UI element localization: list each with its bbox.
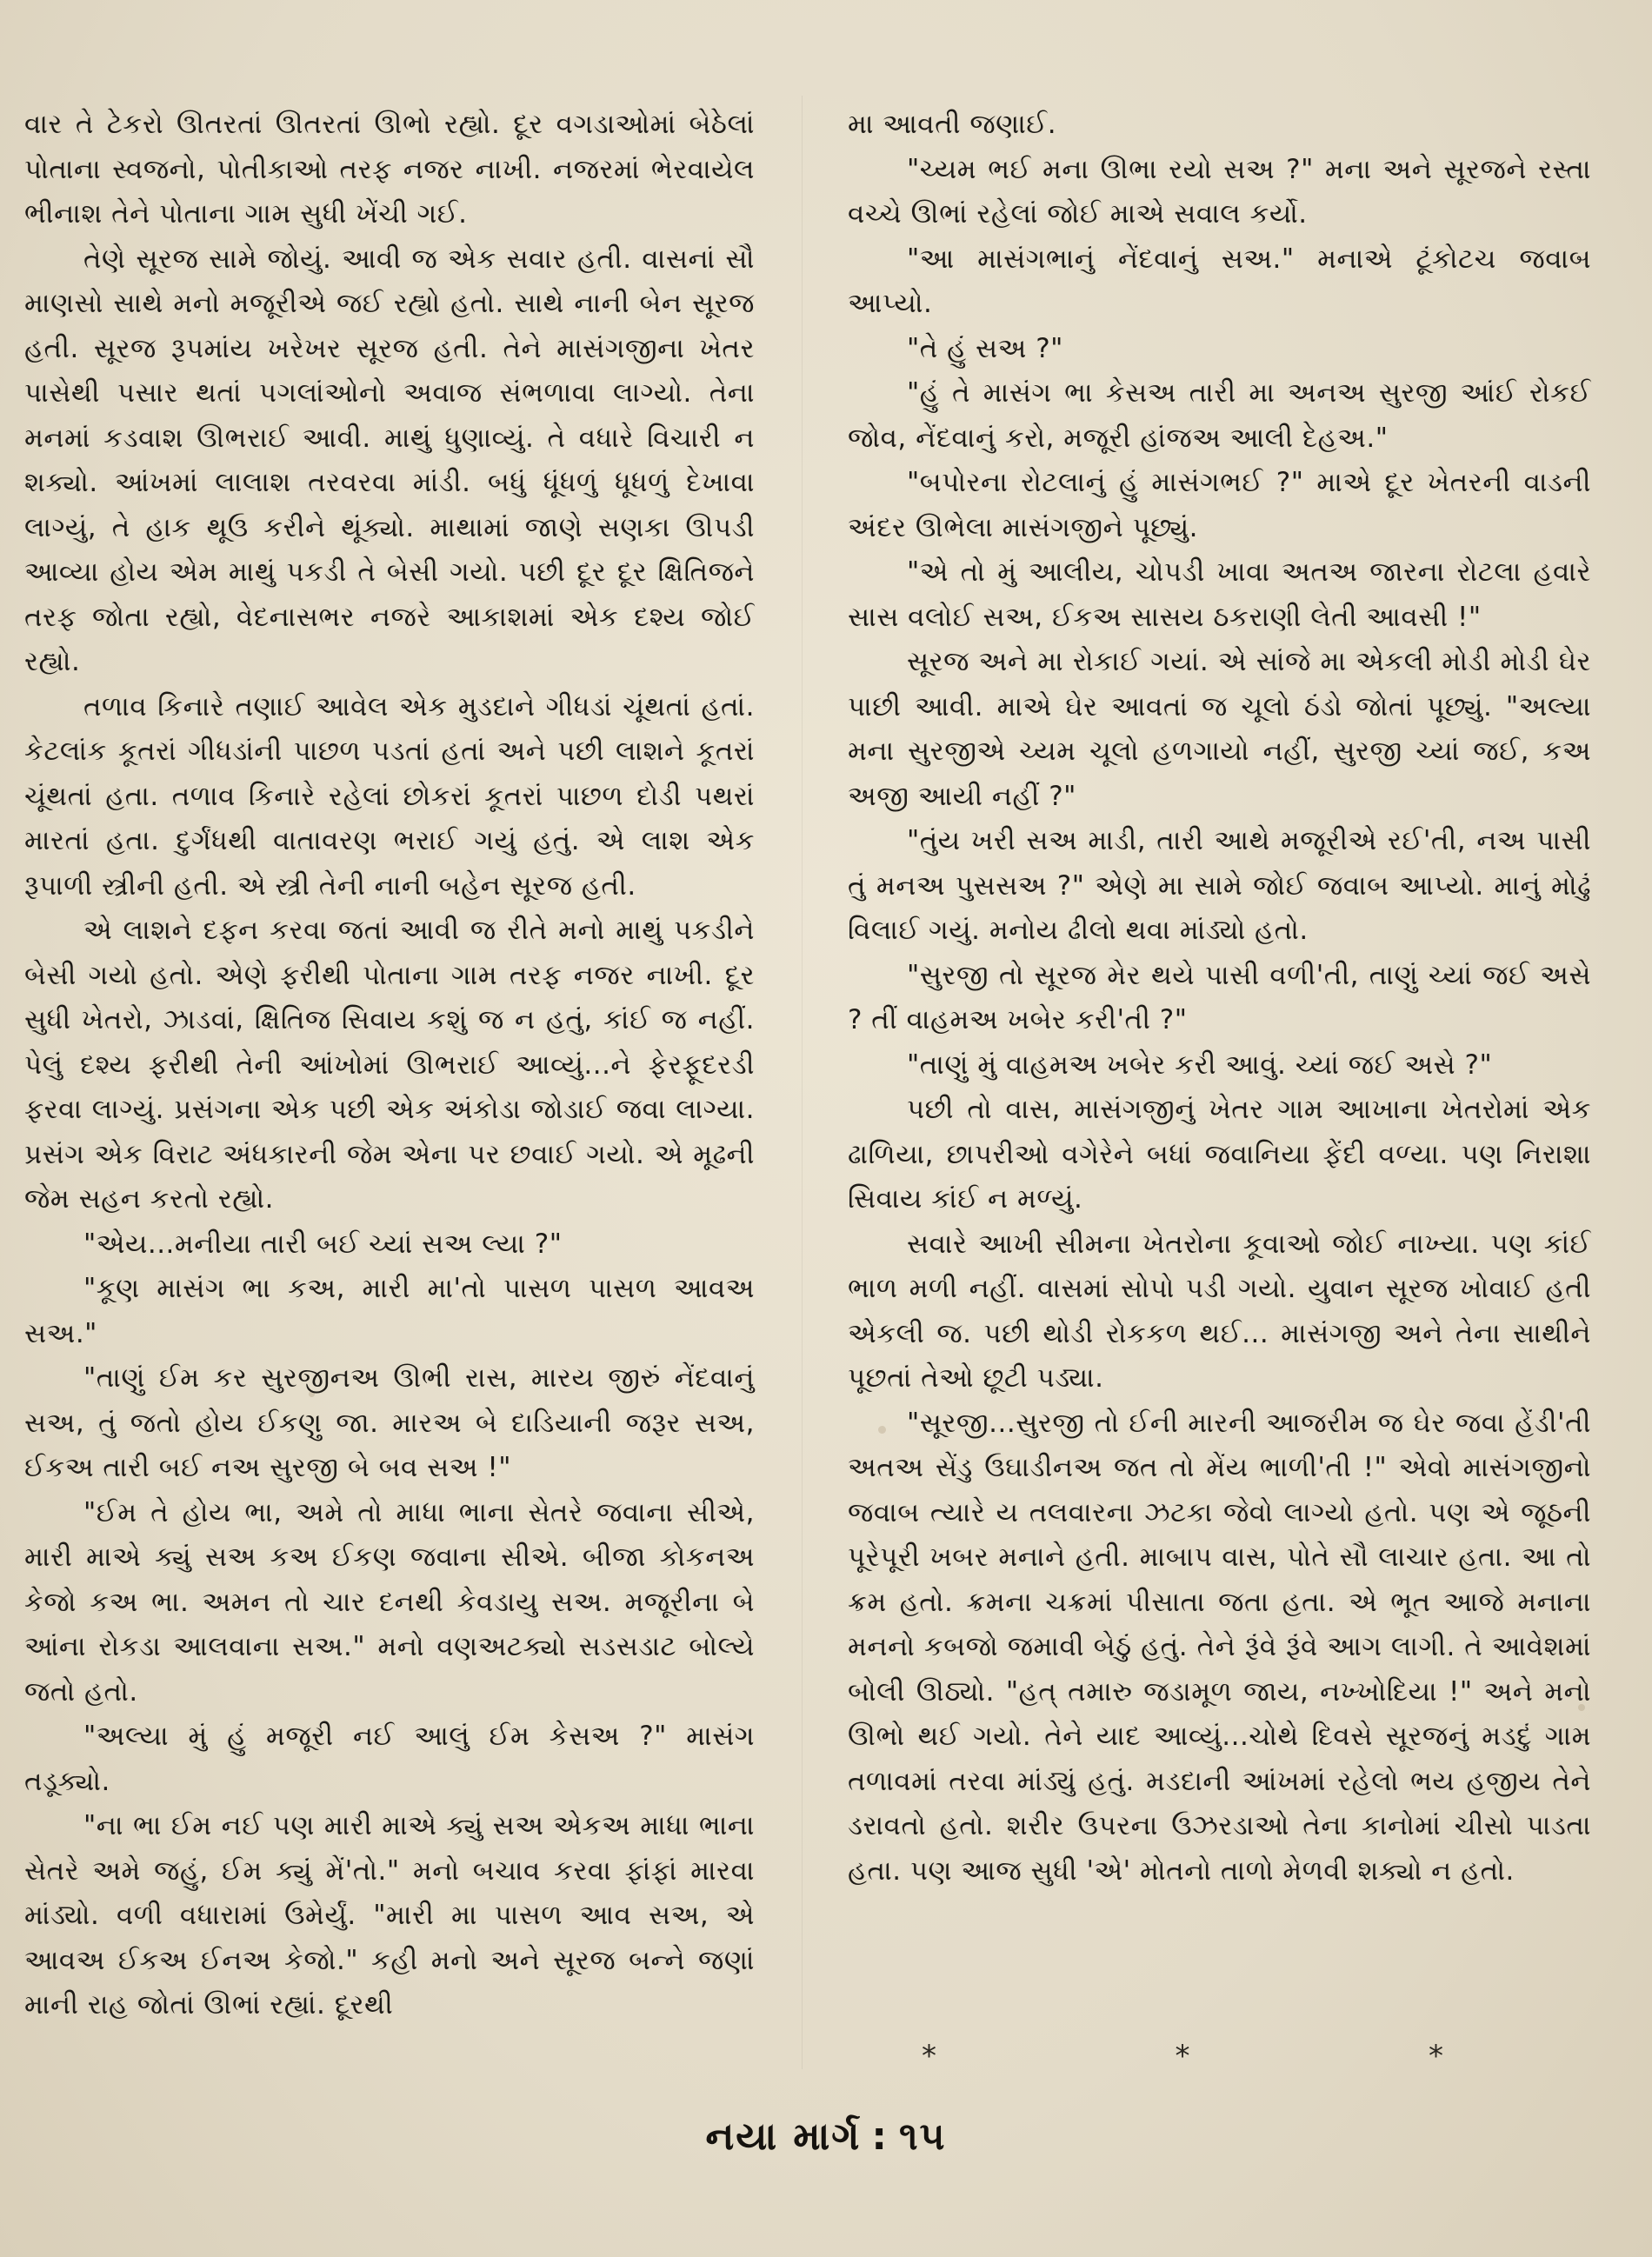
paragraph: "આ માસંગભાનું નેંદવાનું સઅ." મનાએ ટૂંકોટચ જવાબ આપ્યો. <box>848 243 1591 319</box>
paragraph: "એય...મનીયા તારી બઈ ચ્યાં સઅ લ્યા ?" <box>83 1228 563 1260</box>
paragraph: "તાણું મું વાહમઅ ખબેર કરી આવું. ચ્યાં જઈ અસે ?" <box>907 1049 1493 1081</box>
paragraph: "ના ભા ઈમ નઈ પણ મારી માએ ક્યુંં સઅ એકઅ માધા ભાના સેતરે અમે જહું, ઈમ ક્યુંં મેં'તો." મનો બચાવ કરવા ફાંફાં મારવા માંડ્યો. વળી વધારામાં ઉમેર્યું. "મારી મા પાસળ આવ સઅ, એ આવઅ ઈકઅ ઈનઅ કેજો." કહી મનો અને સૂરજ બન્ને જણાં માની રાહ જોતાં ઊભાં રહ્યાં. દૂરથી <box>24 1810 755 2021</box>
paragraph: "તાણું ઈમ કર સુરજીનઅ ઊભી રાસ, મારય જીરું નેંદવાનું સઅ, તું જતો હોય ઈકણુ જા. મારઅ બે દાડિયાની જરૂર સઅ, ઈકઅ તારી બઈ નઅ સુરજી બે બવ સઅ !" <box>24 1362 755 1483</box>
paragraph: વાર તે ટેકરો ઊતરતાં ઊતરતાં ઊભો રહ્યો. દૂર વગડાઓમાં બેઠેલાં પોતાના સ્વજનો, પોતીકાઓ તરફ નજર નાખી. નજરમાં ભેરવાયેલ ભીનાશ તેને પોતાના ગામ સુધી ખેંચી ગઈ. <box>24 109 755 230</box>
footer-separator: : <box>871 2114 889 2159</box>
page-footer <box>0 2114 1652 2159</box>
right-text-column <box>848 103 1591 1894</box>
paragraph: "તુંય ખરી સઅ માડી, તારી આથે મજૂરીએ રઈ'તી, નઅ પાસી તું મનઅ પુસસઅ ?" એણે મા સામે જોઈ જવાબ આપ્યો. માનું મોઢું વિલાઈ ગયું. મનોય ઢીલો થવા માંડ્યો હતો. <box>848 825 1591 946</box>
separator-asterisk: * <box>1175 2039 1190 2074</box>
separator-asterisk: * <box>922 2039 936 2074</box>
column-gutter <box>802 96 803 2069</box>
paragraph: "એ તો મું આલીય, ચોપડી ખાવા અતઅ જારના રોટલા હવારે સાસ વલોઈ સઅ, ઈકઅ સાસય ઠકરાણી લેતી આવસી !" <box>848 556 1591 633</box>
paragraph: "બપોરના રોટલાનું હું માસંગભઈ ?" માએ દૂર ખેતરની વાડની અંદર ઊભેલા માસંગજીને પૂછ્યું. <box>848 467 1591 543</box>
paragraph: "સૂરજી...સુરજી તો ઈની મારની આજરીમ જ ઘેર જવા હેંડી'તી અતઅ સેંડુ ઉઘાડીનઅ જત તો મેંય ભાળી'તી !" એવો માસંગજીનો જવાબ ત્યારે ય તલવારના ઝટકા જેવો લાગ્યો હતો. પણ એ જૂઠની પૂરેપૂરી ખબર મનાને હતી. માબાપ વાસ, પોતે સૌ લાચાર હતા. આ તો ક્રમ હતો. ક્રમના ચક્રમાં પીસાતા જતા હતા. એ ભૂત આજે મનાના મનનો કબજો જમાવી બેઠું હતું. તેને રૂંવે રૂંવે આગ લાગી. તે આવેશમાં બોલી ઊઠ્યો. "હત્ તમારુ જડામૂળ જાય, નખ્ખોદિયા !" અને મનો ઊભો થઈ ગયો. તેને યાદ આવ્યું...ચોથે દિવસે સૂરજનું મડદું ગામ તળાવમાં તરવા માંડ્યું હતું. મડદાની આંખમાં રહેલો ભય હજીય તેને ડરાવતો હતો. શરીર ઉપરના ઉઝરડાઓ તેના કાનોમાં ચીસો પાડતા હતા. પણ આજ સુધી 'એ' મોતનો તાળો મેળવી શક્યો ન હતો. <box>848 1407 1591 1887</box>
paragraph: તળાવ કિનારે તણાઈ આવેલ એક મુડદાને ગીધડાં ચૂંથતાં હતાં. કેટલાંક કૂતરાં ગીધડાંની પાછળ પડતાં હતાં અને પછી લાશને કૂતરાં ચૂંથતાં હતા. તળાવ કિનારે રહેલાં છોકરાં કૂતરાં પાછળ દોડી પથરાં મારતાં હતા. દુર્ગંધથી વાતાવરણ ભરાઈ ગયું હતું. એ લાશ એક રૂપાળી સ્ત્રીની હતી. એ સ્ત્રી તેની નાની બહેન સૂરજ હતી. <box>24 690 755 902</box>
paragraph: સૂરજ અને મા રોકાઈ ગયાં. એ સાંજે મા એકલી મોડી મોડી ઘેર પાછી આવી. માએ ઘેર આવતાં જ ચૂલો ઠંડો જોતાં પૂછ્યું. "અલ્યા મના સુરજીએ ચ્યમ ચૂલો હળગાયો નહીં, સુરજી ચ્યાં જઈ, કઅ અજી આયી નહીં ?" <box>848 646 1591 812</box>
paragraph: મા આવતી જણાઈ. <box>848 109 1057 140</box>
paragraph: પછી તો વાસ, માસંગજીનું ખેતર ગામ આખાના ખેતરોમાં એક ઢાળિયા, છાપરીઓ વગેરેને બધાં જવાનિયા ફેંદી વળ્યા. પણ નિરાશા સિવાય કાંઈ ન મળ્યું. <box>848 1094 1591 1215</box>
paragraph: "હું તે માસંગ ભા કેસઅ તારી મા અનઅ સુરજી આંઈ રોકઈ જોવ, નેંદવાનું કરો, મજૂરી હાંજઅ આલી દેહઅ." <box>848 377 1591 454</box>
paragraph: "ચ્યમ ભઈ મના ઊભા રયો સઅ ?" મના અને સૂરજને રસ્તા વચ્ચે ઊભાં રહેલાં જોઈ માએ સવાલ કર્યો. <box>848 153 1591 230</box>
left-text-column <box>24 103 755 2028</box>
paragraph: એ લાશને દફન કરવા જતાં આવી જ રીતે મનો માથું પકડીને બેસી ગયો હતો. એણે ફરીથી પોતાના ગામ તરફ નજર નાખી. દૂર સુધી ખેતરો, ઝાડવાં, ક્ષિતિજ સિવાય કશું જ ન હતું, કાંઈ જ નહીં. પેલું દશ્ય ફરીથી તેની આંખોમાં ઊભરાઈ આવ્યું...ને ફેરફૂદરડી ફરવા લાગ્યું. પ્રસંગના એક પછી એક અંકોડા જોડાઈ જવા લાગ્યા. પ્રસંગ એક વિરાટ અંધકારની જેમ એના પર છવાઈ ગયો. એ મૂઢની જેમ સહન કરતો રહ્યો. <box>24 915 755 1215</box>
paragraph: સવારે આખી સીમના ખેતરોના કૂવાઓ જોઈ નાખ્યા. પણ કાંઈ ભાળ મળી નહીં. વાસમાં સોપો પડી ગયો. યુવાન સૂરજ ખોવાઈ હતી એકલી જ. પછી થોડી રોકકળ થઈ... માસંગજી અને તેના સાથીને પૂછતાં તેઓ છૂટી પડ્યા. <box>848 1228 1591 1394</box>
paragraph: તેણે સૂરજ સામે જોયું. આવી જ એક સવાર હતી. વાસનાં સૌ માણસો સાથે મનો મજૂરીએ જઈ રહ્યો હતો. સાથે નાની બેન સૂરજ હતી. સૂરજ રૂપમાંય ખરેખર સૂરજ હતી. તેને માસંગજીના ખેતર પાસેથી પસાર થતાં પગલાંઓનો અવાજ સંભળાવા લાગ્યો. તેના મનમાં કડવાશ ઊભરાઈ આવી. માથું ધુણાવ્યું. તે વધારે વિચારી ન શક્યો. આંખમાં લાલાશ તરવરવા માંડી. બધું ધૂંધળું ધૂધળું દેખાવા લાગ્યું, તે હાક થૂઉ કરીને થૂંક્યો. માથામાં જાણે સણકા ઊપડી આવ્યા હોય એમ માથું પકડી તે બેસી ગયો. પછી દૂર દૂર ક્ષિતિજને તરફ જોતા રહ્યો, વેદનાસભર નજરે આકાશમાં એક દશ્ય જોઈ રહ્યો. <box>24 243 755 677</box>
paragraph: "અલ્યા મું હું મજૂરી નઈ આલું ઈમ કેસઅ ?" માસંગ તડૂક્યો. <box>24 1721 755 1797</box>
magazine-name: નયા માર્ગ <box>705 2114 862 2159</box>
paragraph: "સુરજી તો સૂરજ મેર થયે પાસી વળી'તી, તાણું ચ્યાં જઈ અસે ? તીં વાહમઅ ખબેર કરી'તી ?" <box>848 959 1591 1035</box>
paragraph: "ઈમ તે હોય ભા, અમે તો માધા ભાના સેતરે જવાના સીએ, મારી માએ ક્યુંં સઅ કઅ ઈકણ જવાના સીએ. બીજા કોકનઅ કેજો કઅ ભા. અમન તો ચાર દનથી કેવડાયુ સઅ. મજૂરીના બે આંના રોકડા આલવાના સઅ." મનો વણઅટક્યો સડસડાટ બોલ્યે જતો હતો. <box>24 1496 755 1708</box>
section-separator <box>922 2039 1443 2074</box>
paragraph: "તે હું સઅ ?" <box>907 332 1063 364</box>
separator-asterisk: * <box>1429 2039 1443 2074</box>
page-number: ૧૫ <box>899 2114 947 2159</box>
paragraph: "કૂણ માસંગ ભા કઅ, મારી મા'તો પાસળ પાસળ આવઅ સઅ." <box>24 1273 755 1349</box>
